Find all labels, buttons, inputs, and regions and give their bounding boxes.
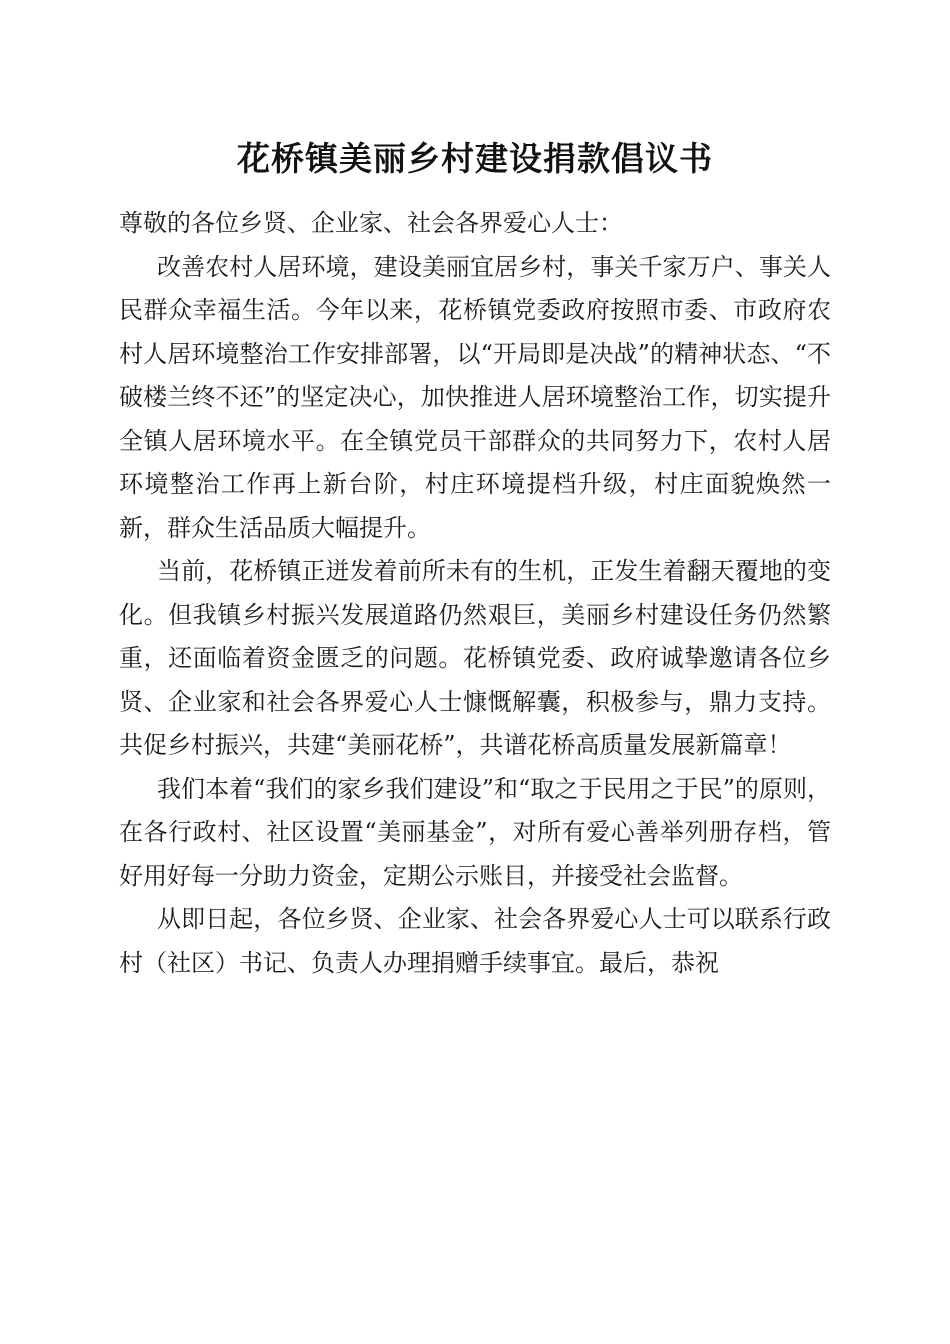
- paragraph-intro: 改善农村人居环境，建设美丽宜居乡村，事关千家万户、事关人民群众幸福生活。今年以来，花桥镇党委政府按照市委、市政府农村人居环境整治工作安排部署，以“开局即是决战”的精神状态、“不破楼兰终不还”的坚定决心，加快推进人居环境整治工作，切实提升全镇人居环境水平。在全镇党员干部群众的共同努力下，农村人居环境整治工作再上新台阶，村庄环境提档升级，村庄面貌焕然一新，群众生活品质大幅提升。: [119, 252, 831, 542]
- document-title: 花桥镇美丽乡村建设捐款倡议书: [237, 139, 713, 178]
- salutation: 尊敬的各位乡贤、企业家、社会各界爱心人士：: [119, 209, 623, 237]
- paragraph-current-situation: 当前，花桥镇正迸发着前所未有的生机，正发生着翻天覆地的变化。但我镇乡村振兴发展道路仍然艰巨，美丽乡村建设任务仍然繁重，还面临着资金匮乏的问题。花桥镇党委、政府诚挚邀请各位乡贤、企业家和社会各界爱心人士慷慨解囊，积极参与，鼎力支持。共促乡村振兴，共建“美丽花桥”，共谱花桥高质量发展新篇章！: [119, 557, 831, 759]
- paragraph-principles: 我们本着“我们的家乡我们建设”和“取之于民用之于民”的原则，在各行政村、社区设置“美丽基金”，对所有爱心善举列册存档，管好用好每一分助力资金，定期公示账目，并接受社会监督。: [119, 774, 831, 890]
- paragraph-donation-contact: 从即日起，各位乡贤、企业家、社会各界爱心人士可以联系行政村（社区）书记、负责人办理捐赠手续事宜。最后，恭祝: [119, 905, 831, 977]
- document-body: [119, 202, 831, 985]
